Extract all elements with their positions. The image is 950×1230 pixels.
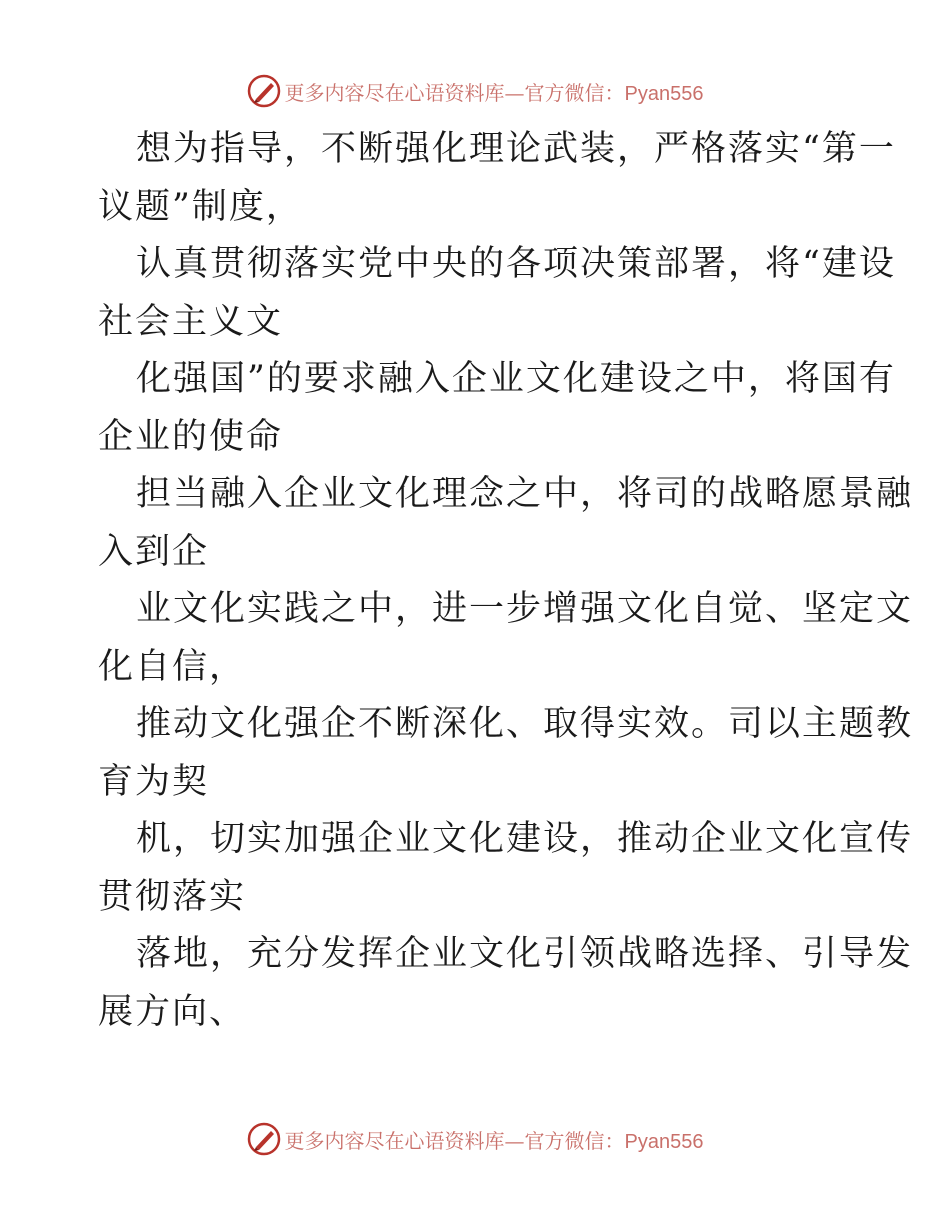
watermark-text: 更多内容尽在心语资料库—官方微信：Pyan556 — [284, 1128, 704, 1153]
paragraph-line: 社会主义文 — [98, 301, 284, 342]
paragraph-line: 入到企 — [98, 531, 210, 572]
paragraph-line: 企业的使命 — [98, 416, 284, 457]
paragraph-line: 化强国”的要求融入企业文化建设之中，将国有 — [136, 359, 896, 399]
paragraph-line: 认真贯彻落实党中央的各项决策部署，将“建设 — [136, 244, 896, 284]
pen-circle-logo-icon — [247, 1122, 281, 1156]
paragraph-line: 业文化实践之中，进一步增强文化自觉、坚定文 — [136, 589, 914, 629]
paragraph-line: 议题”制度， — [98, 186, 303, 227]
paragraph-line: 落地，充分发挥企业文化引领战略选择、引导发 — [136, 934, 914, 974]
paragraph-line: 机，切实加强企业文化建设，推动企业文化宣传 — [136, 819, 914, 859]
watermark-text: 更多内容尽在心语资料库—官方微信：Pyan556 — [284, 80, 704, 105]
paragraph-line: 贯彻落实 — [98, 876, 247, 917]
paragraph-line: 化自信， — [98, 646, 247, 687]
footer-watermark — [0, 1119, 950, 1159]
header-watermark — [0, 71, 950, 111]
paragraph-line: 想为指导，不断强化理论武装，严格落实“第一 — [136, 129, 896, 169]
paragraph-line: 展方向、 — [98, 991, 247, 1032]
paragraph-line: 育为契 — [98, 761, 210, 802]
paragraph-line: 担当融入企业文化理念之中，将司的战略愿景融 — [136, 474, 914, 514]
document-body — [98, 121, 914, 1041]
paragraph-line: 推动文化强企不断深化、取得实效。司以主题教 — [136, 704, 914, 744]
pen-circle-logo-icon — [247, 74, 281, 108]
